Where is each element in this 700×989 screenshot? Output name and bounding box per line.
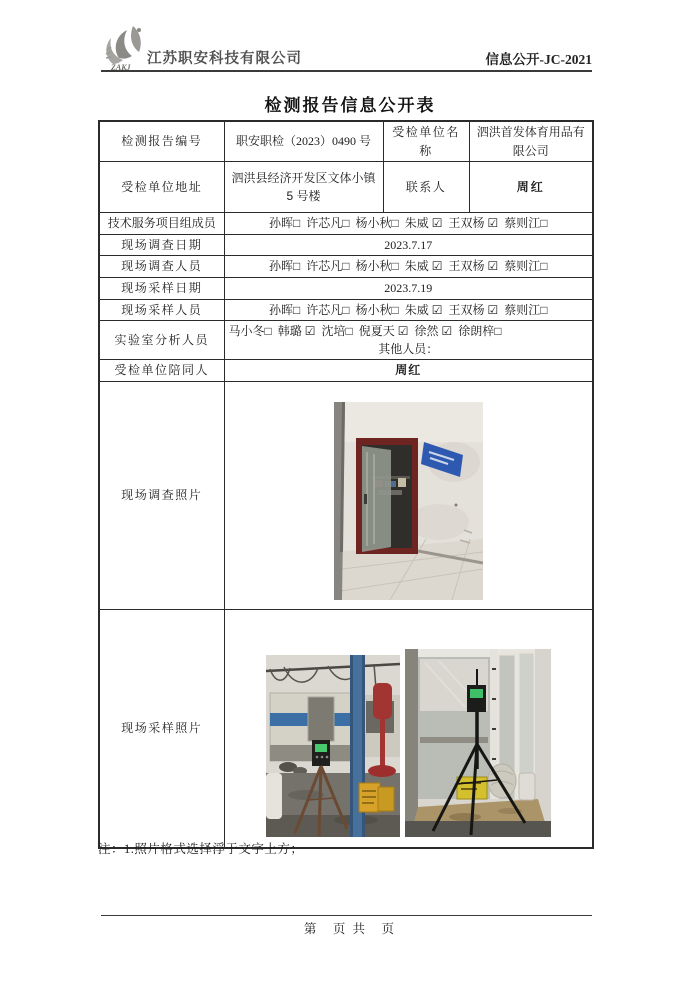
survey-photo	[334, 402, 483, 600]
table-row	[99, 121, 593, 162]
accompany-label: 受检单位陪同人	[99, 360, 224, 382]
company-name: 江苏职安科技有限公司	[147, 51, 302, 67]
survey-photo-cell	[224, 381, 593, 609]
survey-staff-label: 现场调查人员	[99, 256, 224, 278]
logo-text: ZAKJ	[111, 63, 131, 72]
sampling-staff: 孙晖□ 许芯凡□ 杨小秋□ 朱威 ☑ 王双杨 ☑ 蔡则江□	[224, 299, 593, 321]
contact-label: 联系人	[383, 162, 469, 213]
table-row	[99, 299, 593, 321]
sampling-photo-cell	[224, 609, 593, 848]
unit-name-label: 受检单位名称	[383, 121, 469, 162]
sampling-photo-left	[266, 655, 400, 837]
table-row	[99, 360, 593, 382]
report-table	[98, 120, 594, 849]
report-no-value: 职安职检（2023）0490 号	[224, 121, 383, 162]
table-row	[99, 321, 593, 360]
footer-page-text: 第 页 共 页	[303, 922, 397, 936]
sampling-photo-right	[405, 649, 551, 837]
report-no-label: 检测报告编号	[99, 121, 224, 162]
sampling-date-label: 现场采样日期	[99, 277, 224, 299]
unit-addr-label: 受检单位地址	[99, 162, 224, 213]
sampling-date-value: 2023.7.19	[224, 277, 593, 299]
table-row	[99, 381, 593, 609]
contact-value: 周红	[469, 162, 593, 213]
table-row	[99, 256, 593, 278]
survey-date-label: 现场调查日期	[99, 234, 224, 256]
doc-code: 信息公开-JC-2021	[485, 52, 592, 67]
unit-name-value: 泗洪首发体育用品有限公司	[469, 121, 593, 162]
note-text: 注：1.照片格式选择浮于文字上方；	[98, 842, 304, 856]
lab-staff: 马小冬□ 韩璐 ☑ 沈培□ 倪夏天 ☑ 徐然 ☑ 徐朗梓□	[228, 324, 502, 339]
table-row	[99, 234, 593, 256]
header-rule	[101, 70, 592, 72]
survey-staff: 孙晖□ 许芯凡□ 杨小秋□ 朱威 ☑ 王双杨 ☑ 蔡则江□	[224, 256, 593, 278]
team-members: 孙晖□ 许芯凡□ 杨小秋□ 朱威 ☑ 王双杨 ☑ 蔡则江□	[224, 213, 593, 235]
footer-rule	[101, 915, 592, 916]
table-row	[99, 213, 593, 235]
page-title: 检测报告信息公开表	[264, 96, 436, 115]
survey-date-value: 2023.7.17	[224, 234, 593, 256]
team-label: 技术服务项目组成员	[99, 213, 224, 235]
lab-staff-cell	[224, 321, 593, 360]
table-row	[99, 277, 593, 299]
company-logo-icon	[99, 24, 153, 72]
table-row	[99, 609, 593, 848]
table-row	[99, 162, 593, 213]
sampling-photo-label: 现场采样照片	[99, 609, 224, 848]
lab-other-label: 其他人员：	[378, 342, 439, 357]
accompany-value: 周红	[224, 360, 593, 382]
lab-staff-label: 实验室分析人员	[99, 321, 224, 360]
unit-addr-value: 泗洪县经济开发区文体小镇 5 号楼	[224, 162, 383, 213]
sampling-staff-label: 现场采样人员	[99, 299, 224, 321]
survey-photo-label: 现场调查照片	[99, 381, 224, 609]
